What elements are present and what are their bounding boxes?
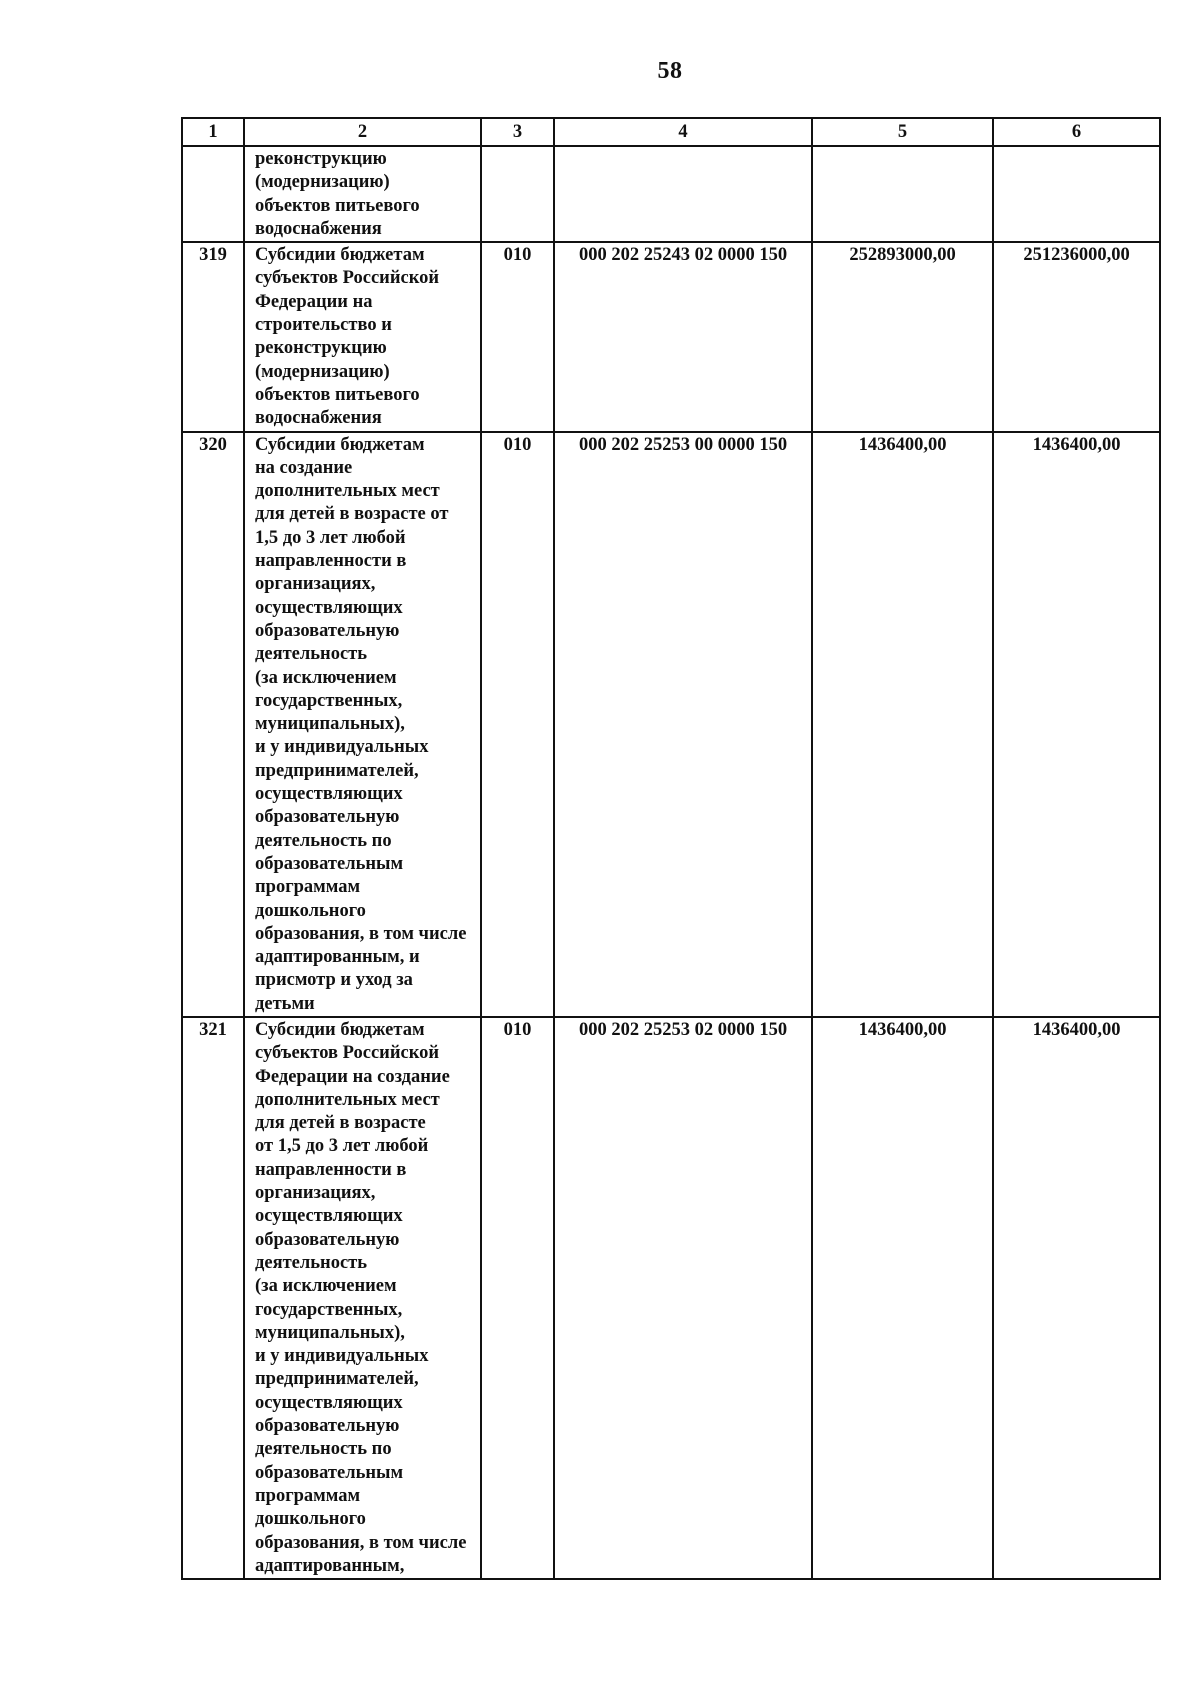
row-description: Субсидии бюджетам субъектов Российской Федерации на строительство и реконструкцию (модернизацию) объектов питьевого водоснабжения bbox=[244, 242, 481, 431]
table-row bbox=[182, 432, 1160, 1017]
row-amount-column-5: 1436400,00 bbox=[812, 1017, 993, 1579]
row-number: 319 bbox=[182, 242, 244, 431]
row-admin-code: 010 bbox=[481, 1017, 554, 1579]
column-header-1: 1 bbox=[182, 118, 244, 146]
row-amount-column-6: 1436400,00 bbox=[993, 432, 1160, 1017]
column-header-3: 3 bbox=[481, 118, 554, 146]
table-row bbox=[182, 242, 1160, 431]
column-header-5: 5 bbox=[812, 118, 993, 146]
row-description: реконструкцию (модернизацию) объектов питьевого водоснабжения bbox=[244, 146, 481, 242]
row-description: Субсидии бюджетам на создание дополнительных мест для детей в возрасте от 1,5 до 3 лет любой направленности в организациях, осуществляющих образовательную деятельность (за исключением государственных, муниципальных), и у индивидуальных предпринимателей, осуществляющих образовательную деятельность по образовательным программам дошкольного образования, в том числе адаптированным, и присмотр и уход за детьми bbox=[244, 432, 481, 1017]
row-number bbox=[182, 146, 244, 242]
column-header-2: 2 bbox=[244, 118, 481, 146]
row-budget-classification-code bbox=[554, 146, 812, 242]
row-amount-column-6 bbox=[993, 146, 1160, 242]
row-amount-column-5: 252893000,00 bbox=[812, 242, 993, 431]
row-number: 320 bbox=[182, 432, 244, 1017]
table-row bbox=[182, 1017, 1160, 1579]
row-budget-classification-code: 000 202 25253 00 0000 150 bbox=[554, 432, 812, 1017]
row-description: Субсидии бюджетам субъектов Российской Федерации на создание дополнительных мест для детей в возрасте от 1,5 до 3 лет любой направленности в организациях, осуществляющих образовательную деятельность (за исключением государственных, муниципальных), и у индивидуальных предпринимателей, осуществляющих образовательную деятельность по образовательным программам дошкольного образования, в том числе адаптированным, bbox=[244, 1017, 481, 1579]
column-header-6: 6 bbox=[993, 118, 1160, 146]
row-amount-column-6: 251236000,00 bbox=[993, 242, 1160, 431]
page-number: 58 bbox=[657, 58, 683, 84]
row-amount-column-5: 1436400,00 bbox=[812, 432, 993, 1017]
budget-table bbox=[181, 117, 1161, 1580]
row-amount-column-5 bbox=[812, 146, 993, 242]
row-admin-code: 010 bbox=[481, 432, 554, 1017]
row-number: 321 bbox=[182, 1017, 244, 1579]
column-header-4: 4 bbox=[554, 118, 812, 146]
table-header-row bbox=[182, 118, 1160, 146]
table-row-continuation bbox=[182, 146, 1160, 242]
row-admin-code: 010 bbox=[481, 242, 554, 431]
row-budget-classification-code: 000 202 25253 02 0000 150 bbox=[554, 1017, 812, 1579]
row-amount-column-6: 1436400,00 bbox=[993, 1017, 1160, 1579]
row-budget-classification-code: 000 202 25243 02 0000 150 bbox=[554, 242, 812, 431]
row-admin-code bbox=[481, 146, 554, 242]
